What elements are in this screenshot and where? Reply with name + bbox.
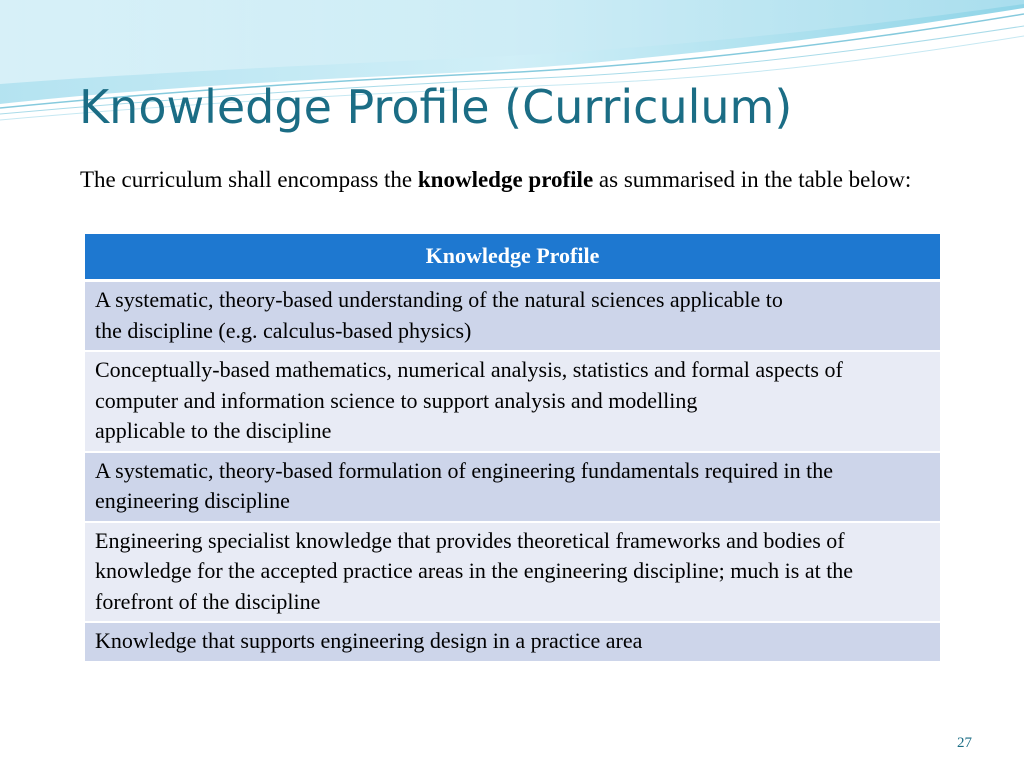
table-row [85, 281, 940, 352]
intro-text [80, 164, 960, 195]
table-cell: Conceptually-based mathematics, numerical analysis, statistics and formal aspects of computer and information science to support analysis and modelling applicable to the discipline [85, 351, 940, 452]
table-row [85, 622, 940, 661]
table-row [85, 522, 940, 623]
table-cell: Engineering specialist knowledge that provides theoretical frameworks and bodies of knowledge for the accepted practice areas in the engineering discipline; much is at the forefront of the discipline [85, 522, 940, 623]
table-row [85, 452, 940, 522]
page-number: 27 [957, 735, 972, 751]
table-row [85, 351, 940, 452]
intro-text-after: as summarised in the table below: [593, 167, 912, 192]
table-header-row [85, 234, 940, 281]
table-header-cell: Knowledge Profile [85, 234, 940, 281]
knowledge-profile-table [85, 234, 940, 661]
intro-text-bold: knowledge profile [417, 167, 594, 192]
intro-text-before: The curriculum shall encompass the [80, 167, 418, 192]
slide-title: Knowledge Profile (Curriculum) [79, 80, 793, 134]
table-cell: A systematic, theory-based understanding of the natural sciences applicable to the discipline (e.g. calculus-based physics) [85, 281, 940, 352]
table-cell: Knowledge that supports engineering design in a practice area [85, 622, 940, 661]
table-cell: A systematic, theory-based formulation of engineering fundamentals required in the engineering discipline [85, 452, 940, 522]
